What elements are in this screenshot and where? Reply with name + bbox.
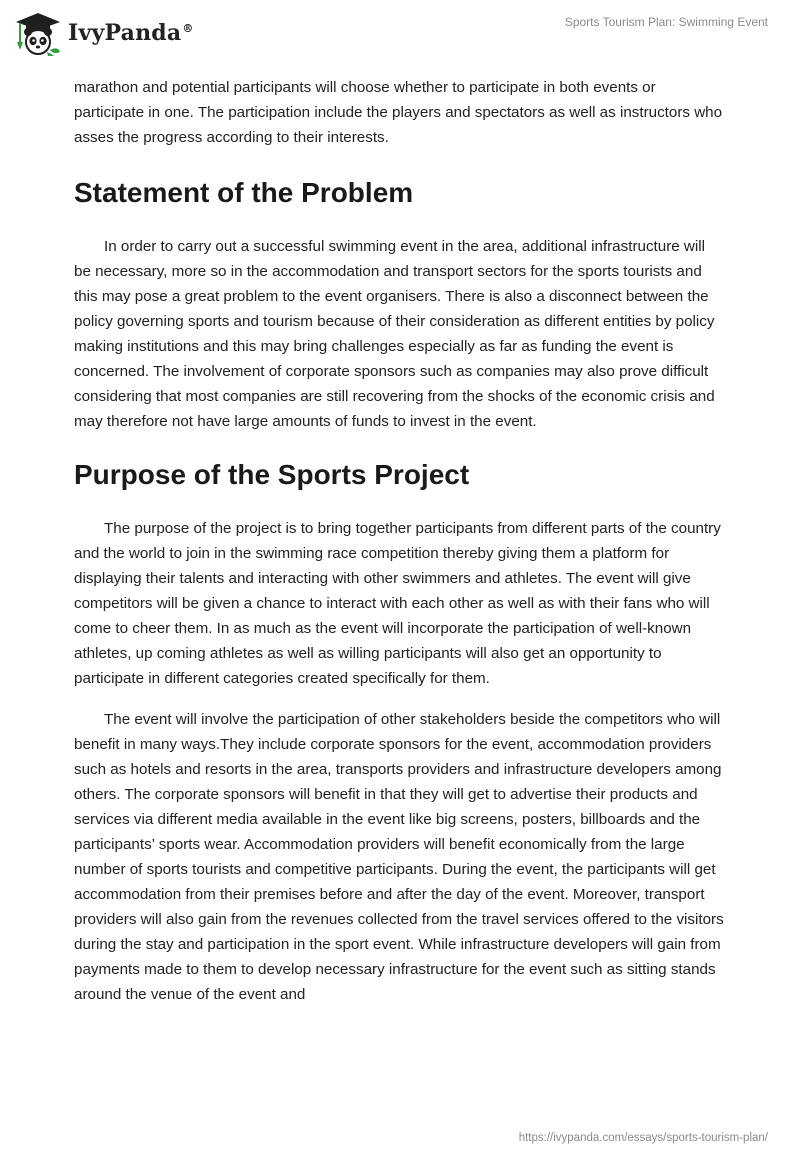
purpose-paragraph-2: The event will involve the participation of other stakeholders beside the competitors who will benefit in many ways.They include corporate sponsors for the event, accommodation providers such as hotels and resorts in the area, transports providers and infrastructure developers among others. The corporate sponsors will benefit in that they will get to advertise their products and services via different media available in the event like big screens, posters, billboards and the participants’ sports wear. Accommodation providers will benefit economically from the large number of sports tourists and competitive participants. During the event, the participants will get accommodation from their premises before and after the day of the event. Moreover, transport providers will also gain from the revenues collected from the travel services offered to the visitors during the stay and participation in the sport event. While infrastructure developers will gain from payments made to them to develop necessary infrastructure for the event such as sitting stands around the venue of the event and [74,711,724,1003]
panda-logo-icon [14,10,62,56]
brand-name: IvyPanda® [68,20,194,46]
heading-purpose-of-project: Purpose of the Sports Project [74,459,470,490]
page-header [0,0,800,70]
purpose-paragraph-1: The purpose of the project is to bring together participants from different parts of the country and the world to join in the swimming race competition thereby giving them a platform for displaying their talents and interacting with other swimmers and athletes. The event will give competitors will be given a chance to interact with each other as well as with their fans who will come to cheer them. In as much as the event will incorporate the participation of well-known athletes, up coming athletes as well as willing participants will also get an opportunity to participate in different categories created specifically for them. [74,520,721,687]
registered-mark: ® [182,21,194,35]
problem-paragraph: In order to carry out a successful swimming event in the area, additional infrastructure will be necessary, more so in the accommodation and transport sectors for the sports tourists and this may pose a great problem to the event organisers. There is also a disconnect between the policy governing sports and tourism because of their consideration as different entities by policy making institutions and this may bring challenges especially as far as funding the event is concerned. The involvement of corporate sponsors such as companies may also prove difficult considering that most companies are still recovering from the shocks of the economic crisis and may therefore not have large amounts of funds to invest in the event. [74,238,715,430]
source-url-link[interactable]: https://ivypanda.com/essays/sports-tourism-plan/ [518,1132,768,1144]
logo[interactable] [14,10,194,56]
document-title: Sports Tourism Plan: Swimming Event [564,15,768,29]
essay-body [74,70,726,1007]
intro-paragraph: marathon and potential participants will choose whether to participate in both events or participate in one. The participation include the players and spectators as well as instructors who asses the progress according to their interests. [74,79,723,146]
heading-statement-of-problem: Statement of the Problem [74,177,414,208]
